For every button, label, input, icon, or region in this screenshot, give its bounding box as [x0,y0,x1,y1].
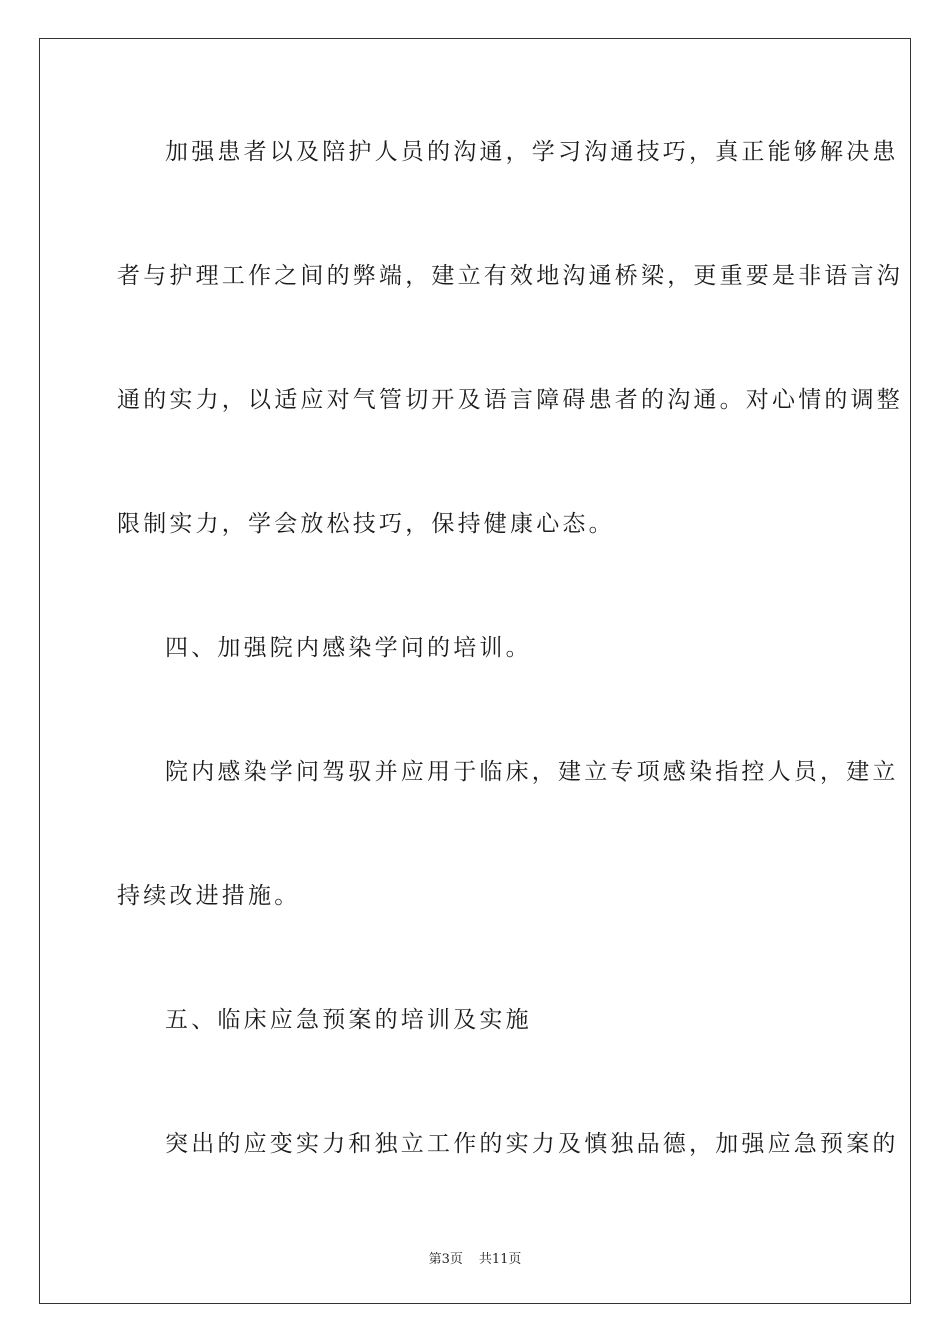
paragraph-line: 限制实力，学会放松技巧，保持健康心态。 [117,511,615,537]
paragraph-line: 者与护理工作之间的弊端，建立有效地沟通桥梁，更重要是非语言沟 [117,263,903,289]
paragraph-line: 院内感染学问驾驭并应用于临床，建立专项感染指控人员，建立 [165,759,899,785]
paragraph-line: 持续改进措施。 [117,883,301,909]
page-border [39,38,911,1304]
paragraph-line: 加强患者以及陪护人员的沟通，学习沟通技巧，真正能够解决患 [165,139,899,165]
page-footer [0,1248,950,1267]
page-number: 第3页 [428,1252,463,1267]
section-heading-4: 四、加强院内感染学问的培训。 [165,635,532,661]
paragraph-line: 通的实力，以适应对气管切开及语言障碍患者的沟通。对心情的调整 [117,387,903,413]
section-heading-5: 五、临床应急预案的培训及实施 [165,1007,532,1033]
paragraph-line: 突出的应变实力和独立工作的实力及慎独品德，加强应急预案的 [165,1131,899,1157]
page-total: 共11页 [478,1252,522,1267]
